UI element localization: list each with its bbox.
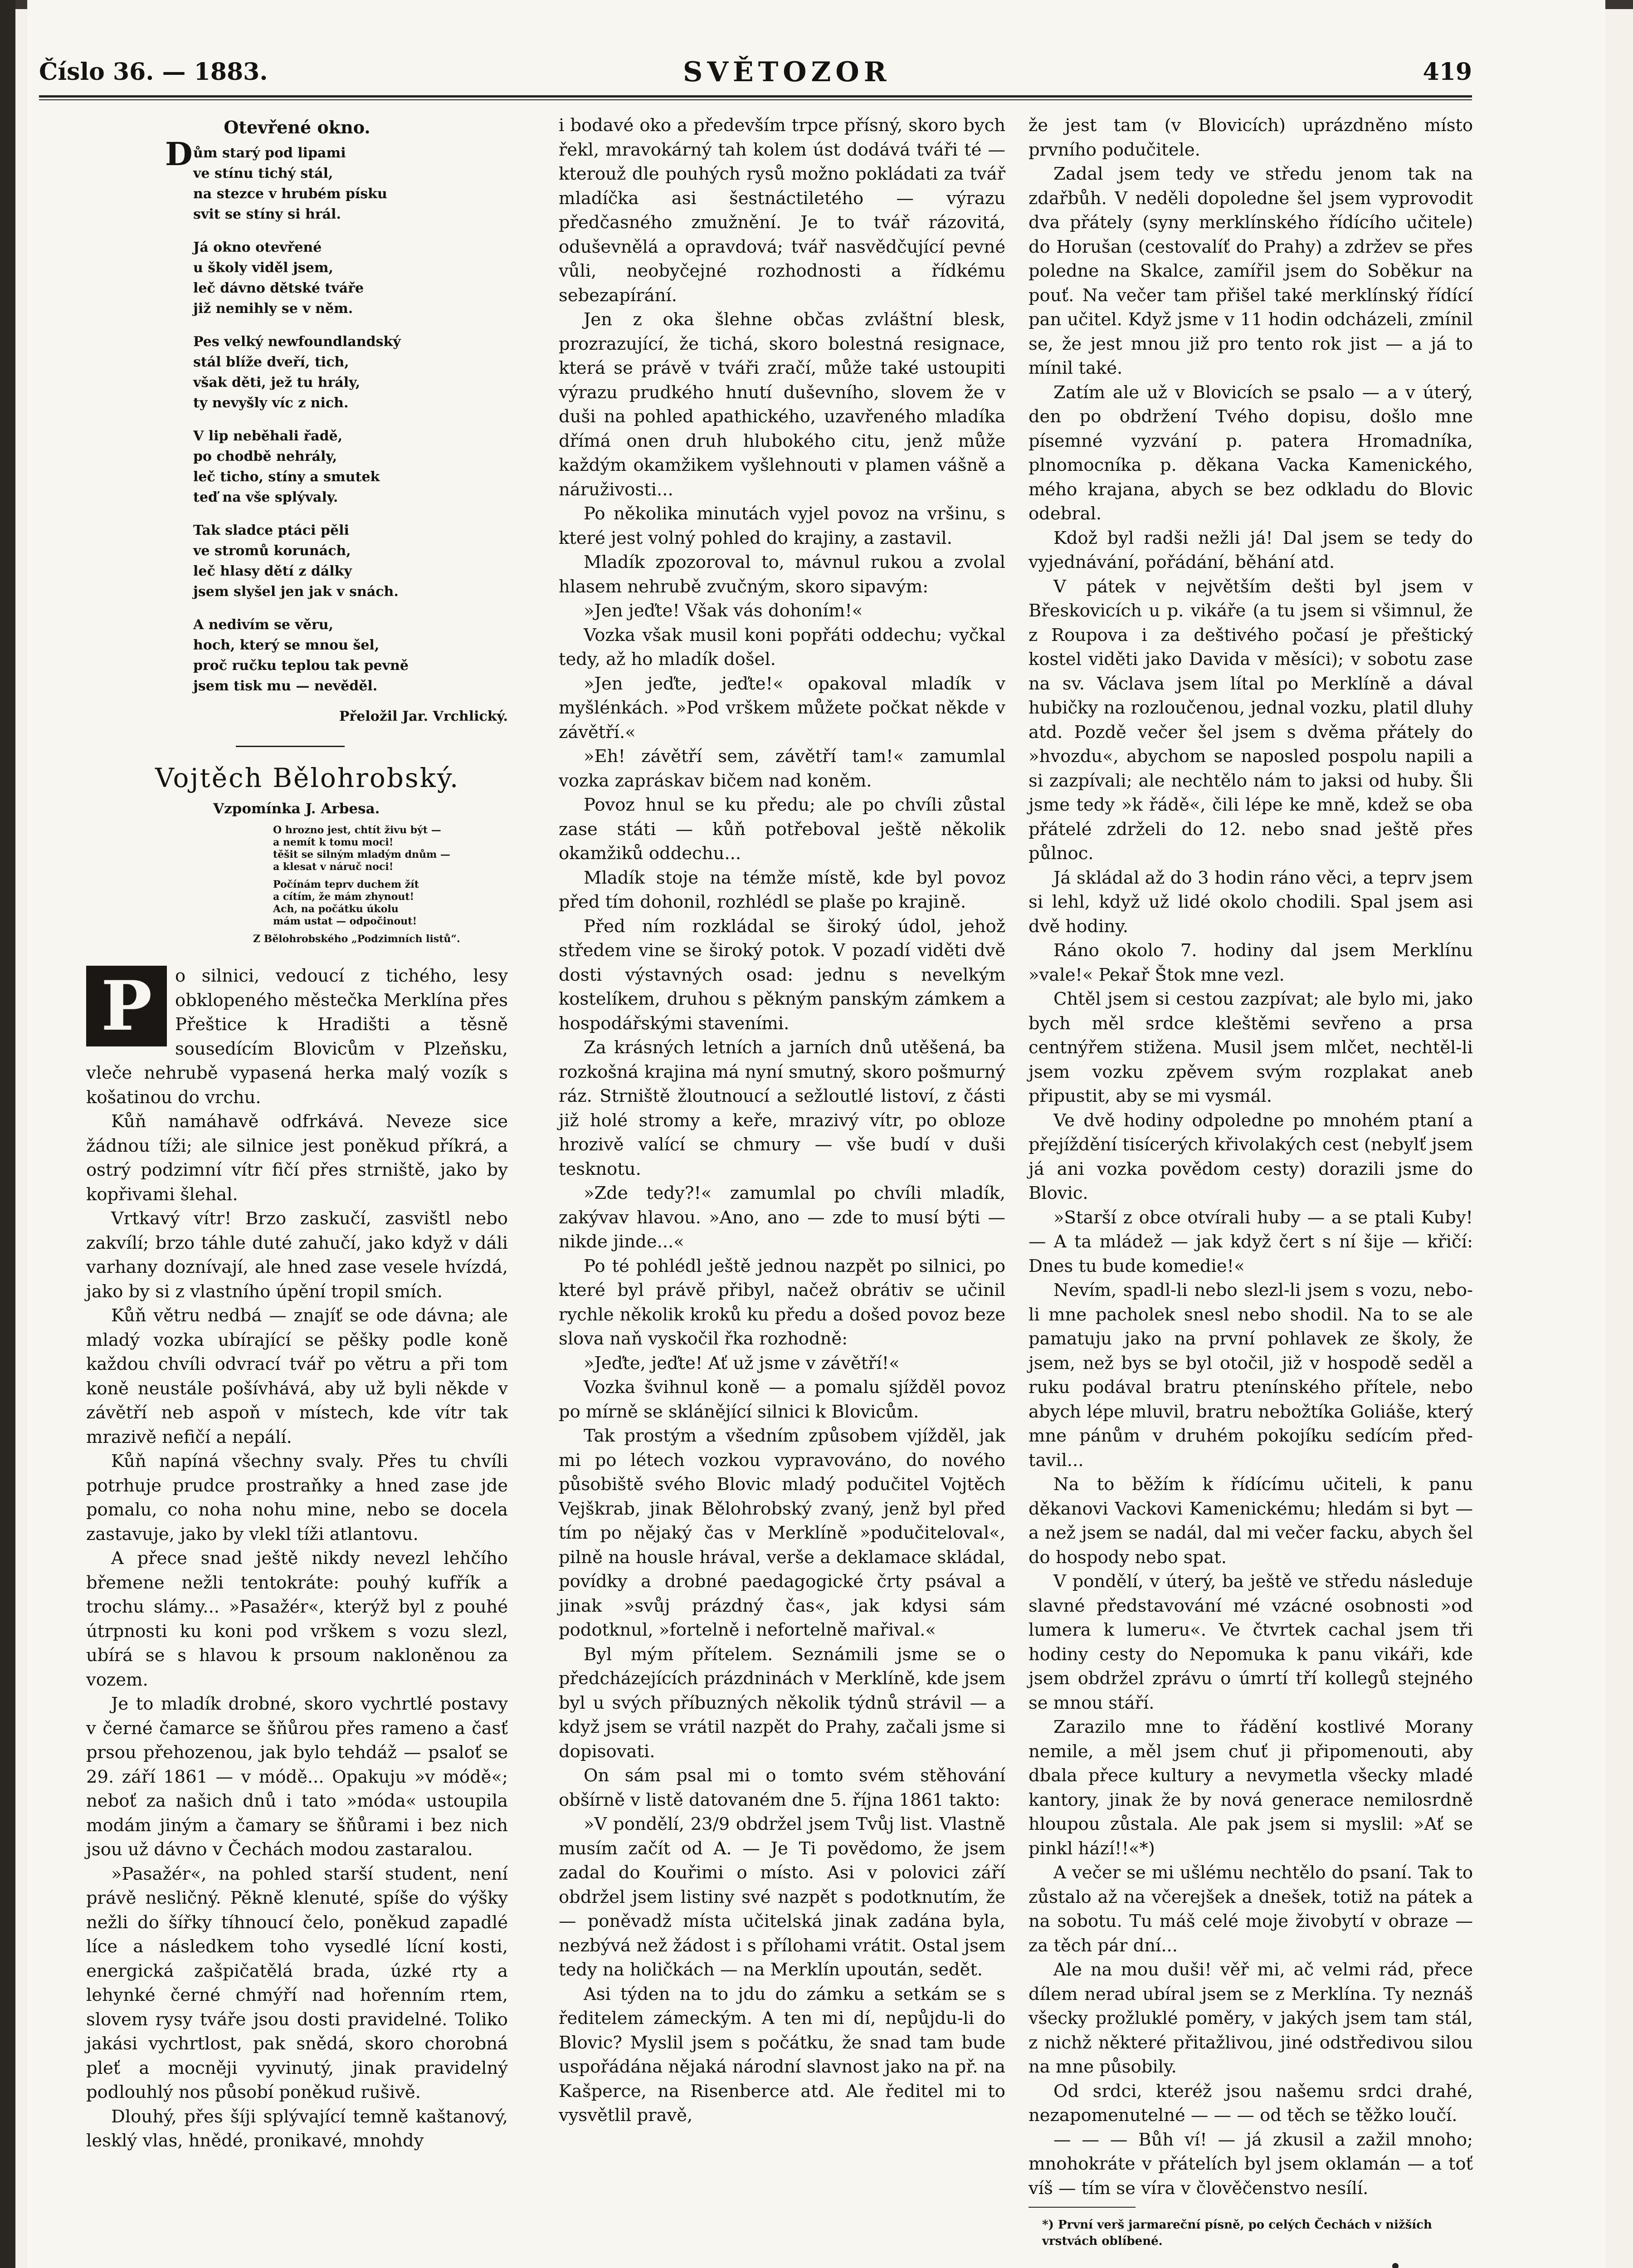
paragraph: A večer se mi ušlému nechtělo do psaní. Tak to zůstalo až na včerejšek a dnešek, totiž na pátek a na sobotu. Tu máš celé moje živobytí v obraze —za těch pár dní...: [1029, 1862, 1473, 1956]
footnote-rule: [1029, 2207, 1136, 2208]
article-title: Vojtěch Bělohrobský.: [155, 763, 460, 793]
paragraph: Vozka švihnul koně — a pomalu sjížděl povoz po mírně se sklánějící silnici k Blovicům.: [559, 1377, 1005, 1422]
poem-line: po chodbě nehrály,: [193, 449, 337, 464]
poem-stanza: [193, 426, 508, 508]
paragraph: Je to mladík drobné, skoro vychrtlé postavy v černé čamarce se šňůrou přes rameno a časť prsou přehozenou, jak bylo tehdáž — psaloť se 29. září 1861 — v módě... Opakuju »v módě«; neboť za našich dnů i tato »móda« ustoupila modám jiným a čamary se šňůrami i bez nich jsou už dávno v Čechách modou zastaralou.: [86, 1694, 508, 1860]
page-edge-left: [0, 0, 15, 2268]
paragraph: V pondělí, v úterý, ba ještě ve středu následuje slavné představování mé vzácné osobnosti »od lumera k lumeru«. Ve čtvrtek cachal jsem tři hodiny cesty do Nepomuka k panu vikáři, kde jsem obdržel zprávu o úmrtí tří kollegů stejného se mnou stáří.: [1029, 1571, 1473, 1713]
paragraph: »Jeďte, jeďte! Ať už jsme v závětří!«: [584, 1353, 900, 1374]
paragraph: Zatím ale už v Blovicích se psalo — a v úterý, den po obdržení Tvého dopisu, došlo mne písemné vyzvání p. patera Hromadníka, plnomocníka p. děkana Vacka Kamenického, mého krajana, abych se bez odkladu do Blovic odebral.: [1029, 382, 1473, 524]
poem-stanza: [193, 520, 508, 602]
paragraph: »Starší z obce otvírali huby — a se ptali Kuby! — A ta mládež — jak když čert s ní šije — křičí: Dnes tu bude komedie!«: [1029, 1207, 1473, 1276]
poem-line: leč hlasy dětí z dálky: [193, 563, 352, 579]
drop-cap: P: [86, 966, 167, 1046]
paragraph: o silnici, vedoucí z tichého, lesy obklopeného městečka Merklína přes Přeštice k Hradišti a těsně sousedícím Blovicům v Plzeňsku, vleče nehrubě vypasená herka malý vozík s košatinou do vrchu.: [86, 966, 508, 1108]
article-subtitle: Vzpomínka J. Arbesa.: [213, 801, 380, 817]
motto-line: mám ustat — odpočinout!: [273, 915, 417, 927]
motto-line: a cítím, že mám zhynout!: [273, 891, 414, 903]
paragraph: Kůň větru nedbá — znajíť se ode dávna; ale mladý vozka ubírající se pěšky podle koně každou chvíli odvrací tvář po větru a při tom koně neustále pošívhává, aby už byli někde v závětří neb aspoň v místech, kde vítr tak mrazivě nefičí a nepálí.: [86, 1305, 508, 1447]
paragraph: Po té pohlédl ještě jednou nazpět po silnici, po které byl právě přibyl, načež obrátiv se učinil rychle několik kroků ku předu a došed povoz beze slova naň vyskočil řka rozhodně:: [559, 1256, 1005, 1349]
header-rule-thin: [39, 99, 1472, 100]
paragraph: »Zde tedy?!« zamumlal po chvíli mladík, zakývav hlavou. »Ano, ano — zde to musí býti — nikde jinde...«: [559, 1183, 1005, 1252]
motto-line: a nemít k tomu moci!: [273, 836, 394, 848]
motto-line: Počínám teprv duchem žít: [273, 879, 419, 890]
poem-line: u školy viděl jsem,: [193, 260, 333, 276]
paragraph: »Jen jeďte! Však vás dohoním!«: [584, 601, 863, 621]
poem-line: jsem slyšel jen jak v snách.: [193, 584, 399, 600]
poem-translator: Přeložil Jar. Vrchlický.: [339, 709, 508, 724]
paragraph: Ráno okolo 7. hodiny dal jsem Merklínu »vale!« Pekař Štok mne vezl.: [1029, 940, 1473, 985]
paragraph: A přece snad ještě nikdy nevezl lehčího břemene nežli tentokráte: pouhý kufřík a trochu slámy... »Pasažér«, kterýž byl z pouhé útrpnosti ku koni pod vrškem s vozu slezl, ubírá se s hlavou k prsoum nakloněnou za vozem.: [86, 1548, 508, 1690]
paragraph: — — — Bůh ví! — já zkusil a zažil mnoho; mnohokráte v přátelích byl jsem oklamán — a toť víš — tím se víra v člověčenstvo nesílí.: [1029, 2129, 1473, 2199]
motto-line: O hrozno jest, chtít živu být —: [273, 824, 441, 836]
poem-line: Tak sladce ptáci pěli: [193, 523, 349, 538]
article-motto: [273, 824, 508, 928]
paragraph: Já skládal až do 3 hodin ráno věci, a teprv jsem si lehl, když už lidé okolo chodili. Spal jsem asi dvě hodiny.: [1029, 867, 1473, 937]
journal-title: SVĚTOZOR: [683, 56, 891, 88]
paragraph: Zadal jsem tedy ve středu jenom tak na zdařbůh. V neděli dopoledne šel jsem vyprovodit dva přátely (syny merklínského řídícího učitele) do Horušan (cestovalíť do Prahy) a zdržev se přes poledne na Skalce, zamířil jsem do Soběkur na pouť. Na večer tam přišel také merklínský řídící pan učitel. Když jsme v 11 hodin odcházeli, zmínil se, že jest mnou již pro tento rok jist — a já to mínil také.: [1029, 164, 1473, 378]
poem-line: leč dávno dětské tváře: [193, 280, 364, 296]
paragraph: »Jen jeďte, jeďte!« opakoval mladík v myšlénkách. »Pod vrškem můžete počkat někde v závětří.«: [559, 673, 1005, 743]
poem-stanza: [165, 135, 508, 225]
paragraph: Vrtkavý vítr! Brzo zaskučí, zasvištl nebo zakvílí; brzo táhle duté zahučí, jako když v dáli varhany doznívají, ale hned zase vesele hvízdá, jako by si z vlastního úpění tropil smích.: [86, 1208, 508, 1302]
paragraph: Mladík stoje na témže místě, kde byl povoz před tím dohonil, rozhlédl se plaše po krajině.: [559, 867, 1005, 912]
poem-line: A nedivím se věru,: [193, 617, 334, 633]
poem-body: [86, 135, 508, 727]
poem-line: na stezce v hrubém písku: [193, 186, 387, 202]
poem-line: ve stínu tichý stál,: [193, 166, 333, 181]
page-header: [39, 58, 1472, 94]
poem-line: leč ticho, stíny a smutek: [193, 469, 380, 485]
paragraph: Chtěl jsem si cestou zazpívat; ale bylo mi, jako bych měl srdce kleštěmi sevřeno a prsa centnýřem stižena. Musil jsem mlčet, nechtěl-li jsem vozku zpěvem svým rozplakat aneb připustit, aby se mi vysmál.: [1029, 989, 1473, 1106]
issue-label: Číslo 36. — 1883.: [39, 58, 268, 86]
poem-line: již nemihly se v něm.: [193, 301, 353, 317]
paragraph: Po několika minutách vyjel povoz na vršinu, s které jest volný pohled do krajiny, a zastavil.: [559, 503, 1005, 548]
motto-line: a klesat v náruč noci!: [273, 861, 394, 873]
poem-line: Pes velký newfoundlandský: [193, 334, 401, 350]
motto-source: Z Bělohrobského „Podzimních listů“.: [253, 933, 460, 945]
paragraph: On sám psal mi o tomto svém stěhování obšírně v listě datovaném dne 5. října 1861 takto:: [559, 1765, 1005, 1810]
paragraph: Před ním rozkládal se široký údol, jehož středem vine se široký potok. V pozadí viděti dvě dosti výstavných osad: jednu s nevelkým kostelíkem, druhou s pěkným panským zámkem a hospodářskými staveními.: [559, 916, 1005, 1034]
poem-line: teď na vše splývaly.: [193, 489, 338, 505]
poem-stanza: [193, 615, 508, 696]
poem-line: ve stromů korunách,: [193, 543, 351, 559]
header-rule: [39, 95, 1472, 98]
column-1: [86, 113, 508, 2153]
paragraph: Kůň namáhavě odfrkává. Neveze sice žádnou tíži; ale silnice jest poněkud příkrá, a ostrý podzimní vítr fičí přes strniště, jako by kopřivami šlehal.: [86, 1111, 508, 1205]
page-number: 419: [1423, 58, 1472, 86]
poem-line: V lip neběhali řadě,: [193, 428, 343, 444]
paragraph: »Eh! závětří sem, závětří tam!« zamumlal vozka zapráskav bičem nad koněm.: [559, 746, 1005, 791]
poem-line: jsem tisk mu — nevěděl.: [193, 678, 378, 694]
footnote: *) První verš jarmareční písně, po celých Čechách v nižších vrstvách oblíbené.: [1042, 2218, 1432, 2248]
poem-line: proč ručku teplou tak pevně: [193, 658, 409, 674]
section-divider: [236, 746, 345, 747]
article-column-3: [1029, 113, 1473, 2268]
paragraph: »Pasažér«, na pohled starší student, není právě nesličný. Pěkně klenuté, spíše do výšky nežli do šířky tíhnoucí čelo, poněkud zapadlé líce a následkem toho vysedlé lícní kosti, energická zašpičatělá brada, úzké rty a lehynké černé chmýří nad hořenním rtem, slovem rysy tváře jsou dosti pravidelné. Toliko jakási vychrtlost, pak snědá, skoro chorobná pleť a mocněji vyvinutý, jinak pravidelný podlouhlý nos působí poněkud rušivě.: [86, 1863, 508, 2102]
paragraph: Ale na mou duši! věř mi, ač velmi rád, přece dílem nerad ubíral jsem se z Merklína. Ty neznáš všecky prožluklé poměry, v jakých jsem tam stál, z nichž některé přitažlivou, jiné odstředivou silou na mne působily.: [1029, 1960, 1473, 2077]
paragraph: Zarazilo mne to řádění kostlivé Morany nemile, a měl jsem chuť ji připomenouti, aby dbala přece kultury a nevymetla všecky mladé kantory, jinak že by nová generace nemilosrdně hloupou zůstala. Ale pak jsem si myslil: »Ať se pinkl hází!!«*): [1029, 1717, 1473, 1859]
paragraph: Na to běžím k řídícímu učiteli, k panu děkanovi Vackovi Kamenickému; hledám si byt — a než jsem se nadál, dal mi večer facku, abych šel do hospody nebo spat.: [1029, 1474, 1473, 1568]
poem-stanza: [193, 332, 508, 413]
article-column-1: [86, 964, 508, 2153]
paragraph: Mladík zpozoroval to, mávnul rukou a zvolal hlasem nehrubě zvučným, skoro sipavým:: [559, 552, 1005, 597]
paragraph: »V pondělí, 23/9 obdržel jsem Tvůj list. Vlastně musím začít od A. — Je Ti povědomo, že jsem zadal do Kouřimi o místo. Asi v polovici září obdržel jsem listiny své nazpět s podotknutím, že — poněvadž místa učitelská jinak zadána byla, nezbývá než žádost i s přílohami vrátit. Ostal jsem tedy na holičkách — na Merklín upoután, sedět.: [559, 1814, 1005, 1980]
paragraph: Byl mým přítelem. Seznámili jsme se o předcházejících prázdninách v Merklíně, kde jsem byl u svých příbuzných několik týdnů strávil — a když jsem se vrátil nazpět do Prahy, začali jsme si dopisovati.: [559, 1644, 1005, 1762]
paragraph: že jest tam (v Blovicích) uprázdněno místo prvního podučitele.: [1029, 115, 1473, 160]
paragraph: Od srdci, kteréž jsou našemu srdci drahé, nezapomenutelné — — — od těch se těžko loučí.: [1029, 2081, 1473, 2126]
poem-line: ům starý pod lipami: [193, 145, 346, 161]
poem-initial: D: [165, 135, 193, 173]
article-column-2: [559, 113, 1005, 2128]
poem-line: ty nevyšly víc z nich.: [193, 395, 349, 411]
paragraph: i bodavé oko a především trpce přísný, skoro bych řekl, mravokárný tah kolem úst dodává tváři té — kterouž dle pouhých rysů možno pokládati za tvář mladíčka asi šestnáctiletého — výrazu předčasného zmužnění. Je to tvář rázovitá, oduševnělá a opravdová; tvář nasvědčující pevné vůli, neobyčejné rozhodnosti a řídkému sebezapírání.: [559, 115, 1005, 306]
motto-line: Ach, na počátku úkolu: [273, 903, 399, 915]
poem-line: Já okno otevřené: [193, 240, 322, 255]
poem-stanza: [193, 237, 508, 319]
paragraph: Vozka však musil koni popřáti oddechu; vyčkal tedy, až ho mladík došel.: [559, 625, 1005, 670]
paragraph: Tak prostým a všedním způsobem vjížděl, jak mi po létech vozkou vypravováno, do nového působiště svého Blovic mladý podučitel Vojtěch Vejškrab, jinak Bělohrobský zvaný, jenž byl před tím po nějaký čas v Merklíně »podučiteloval«, pilně na housle hrával, verše a deklamace skládal, povídky a drobné paedagogické črty psával a jinak »svůj prázdný čas«, jak kdysi sám podotknul, »fortelně i nefortelně mařival.«: [559, 1426, 1005, 1640]
poem-line: stál blíže dveří, tich,: [193, 354, 349, 370]
poem-line: svit se stíny si hrál.: [193, 206, 341, 222]
paragraph: Asi týden na to jdu do zámku a setkám se s ředitelem zámeckým. A ten mi dí, nepůjdu-li do Blovic? Myslil jsem s počátku, že snad tam bude uspořádána nějaká národní slavnost jako na př. na Kašperce, na Risenberce atd. Ale ředitel mi to vysvětlil pravě,: [559, 1984, 1005, 2126]
paragraph: Nevím, spadl-li nebo slezl-li jsem s vozu, nebo-li mne pacholek snesl nebo shodil. Na to se ale pamatuju jako na první pohlavek ze školy, že jsem, než bys se byl otočil, již v hospodě seděl a ruku podával bratru ptenínského přítele, nebo abych lépe mluvil, bratru nebožtíka Goliáše, který mne pánům v druhém pokojíku sedícím před-tavil...: [1029, 1280, 1473, 1471]
paragraph: Za krásných letních a jarních dnů utěšená, ba rozkošná krajina má nyní smutný, skoro pošmurný ráz. Strniště žloutnoucí a sežloutlé listoví, z části již holé stromy a keře, mrazivý vítr, po obloze hrozivě valící se chmury — vše budí v duši tesknotu.: [559, 1037, 1005, 1179]
paragraph: Jen z oka šlehne občas zvláštní blesk, prozrazující, že tichá, skoro bolestná resignace, která se právě v tváři zračí, může také ustoupiti výrazu prudkého hnutí duševního, slovem že v duši na pohled apathického, uzavřeného mladíka dřímá onen druh hlubokého citu, jenž může každým okamžikem vyšlehnouti v plamen vášně a náruživosti...: [559, 309, 1005, 500]
paragraph: Kůň napíná všechny svaly. Přes tu chvíli potrhuje prudce prostraňky a hned zase jde pomalu, co noha nohu mine, nebo se docela zastavuje, jako by vlekl tíži atlantovu.: [86, 1451, 508, 1545]
paragraph: Ve dvě hodiny odpoledne po mnohém ptaní a přejíždění tisícerých křivolakých cest (nebylť jsem já ani vozka povědom cesty) dorazili jsme do Blovic.: [1029, 1110, 1473, 1203]
paragraph: Dlouhý, přes šíji splývající temně kaštanový, lesklý vlas, hnědé, pronikavé, mnohdy: [86, 2106, 508, 2151]
paragraph: Kdož byl radši nežli já! Dal jsem se tedy do vyjednávání, pořádání, běhání atd.: [1029, 528, 1473, 572]
motto-line: těšit se silným mladým dnům —: [273, 849, 450, 860]
poem-line: hoch, který se mnou šel,: [193, 637, 380, 653]
poem-line: však děti, jež tu hrály,: [193, 375, 361, 391]
paragraph: V pátek v největším dešti byl jsem v Břeskovicích u p. vikáře (a tu jsem si všimnul, že z Roupova i za deštivého počasí je přeštický kostel viděti jako Davida v měsíci); v sobotu zase na sv. Václava jsem lítal po Merklíně a dával hubičky na rozloučenou, jednal vozku, platil dluhy atd. Pozdě večer šel jsem s dvěma přátely do »hvozdu«, abychom se naposled pospolu napili a si zazpívali; ale nechtělo nám to jaksi od huby. Šli jsme tedy »k řádě«, čili lépe ke mně, kdež se oba přátelé zdrželi do 12. nebo snad ještě přes půlnoc.: [1029, 576, 1473, 864]
end-mark: [1392, 2263, 1399, 2268]
paragraph: Povoz hnul se ku předu; ale po chvíli zůstal zase státi — kůň potřeboval ještě několik okamžiků oddechu...: [559, 795, 1005, 864]
poem-title: Otevřené okno.: [224, 117, 370, 137]
